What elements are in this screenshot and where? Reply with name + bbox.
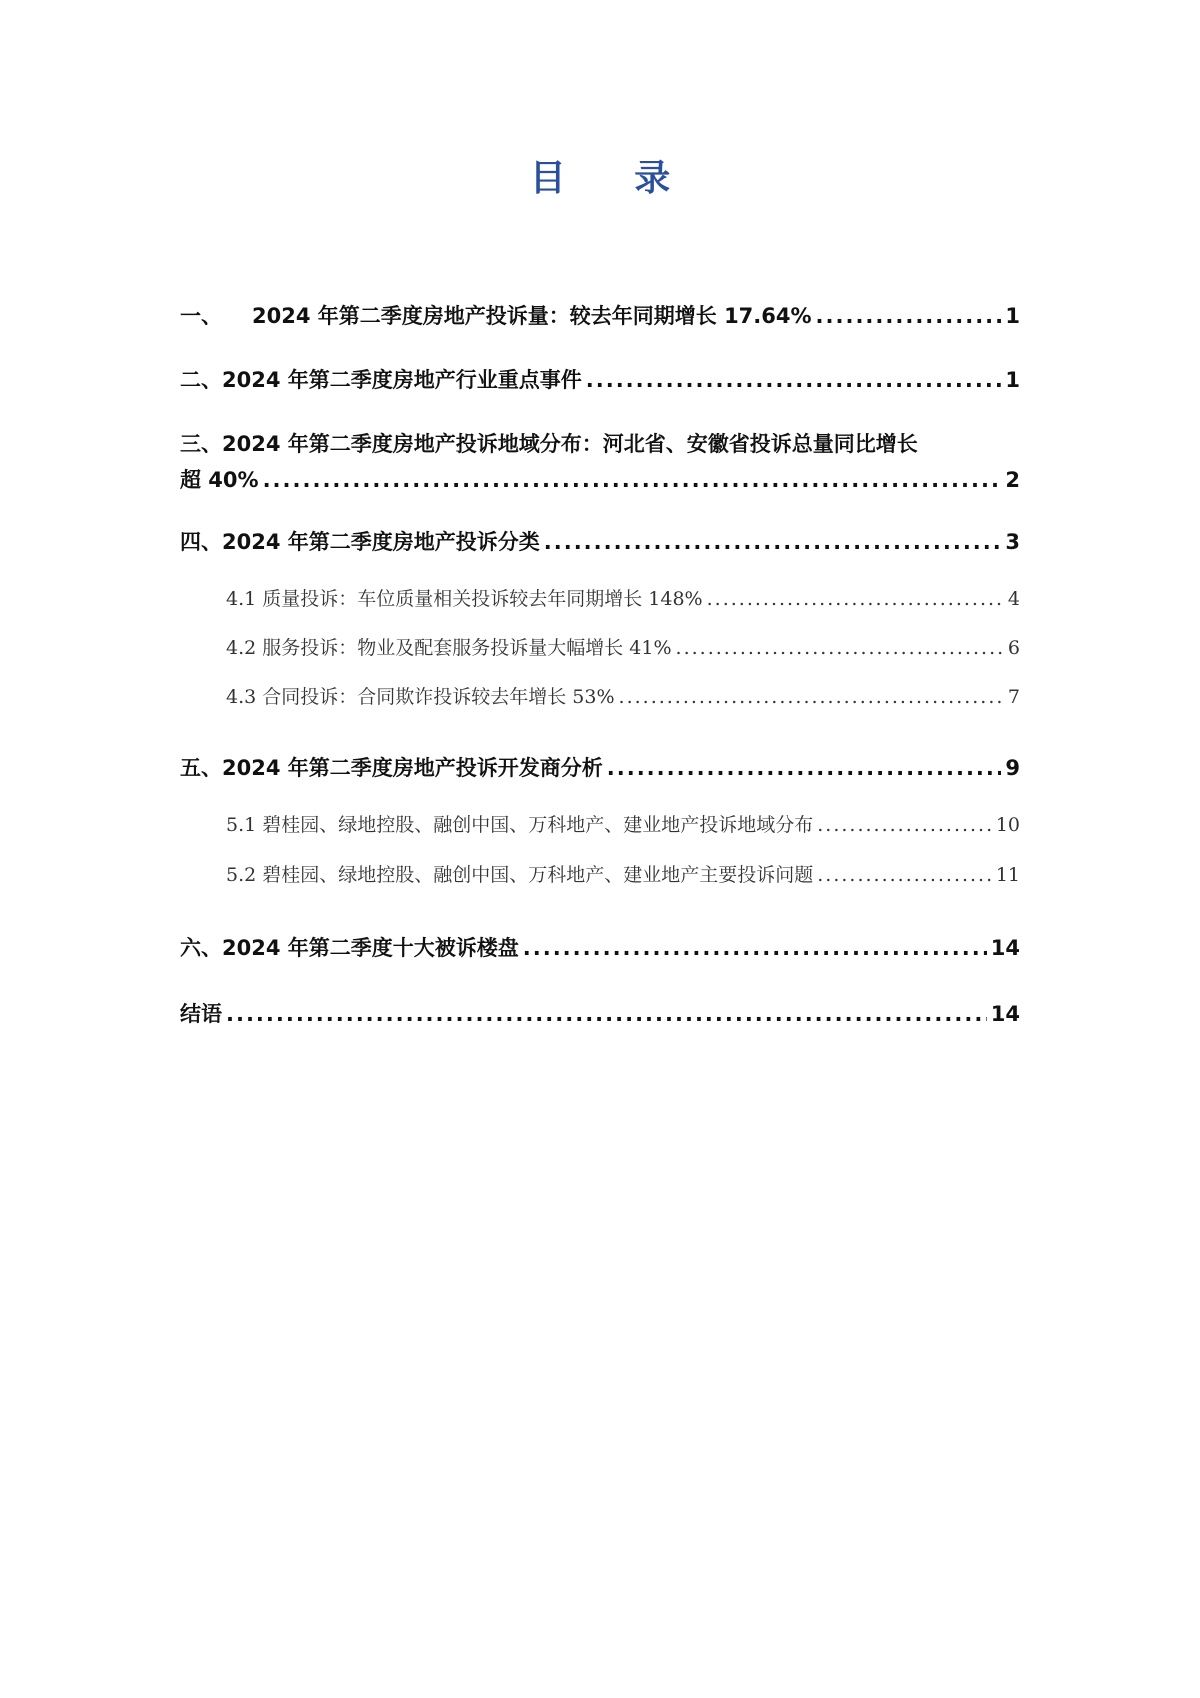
toc-page-number: 4	[1007, 588, 1020, 610]
page-title: 目 录	[529, 158, 699, 199]
toc-entry-label: 4.2 服务投诉：物业及配套服务投诉量大幅增长 41%	[226, 637, 672, 659]
dot-leader	[226, 1002, 987, 1026]
toc-page-number: 10	[995, 814, 1020, 836]
toc-entry-label: 六、2024 年第二季度十大被诉楼盘	[180, 936, 519, 960]
toc-entry-4-1[interactable]	[226, 584, 1020, 611]
toc-entry-3[interactable]	[180, 428, 1020, 494]
toc-entry-5[interactable]	[180, 752, 1020, 782]
toc-entry-label-line2: 超 40%	[180, 468, 259, 492]
toc-entry-label: 二、2024 年第二季度房地产行业重点事件	[180, 368, 582, 392]
dot-leader	[523, 936, 987, 960]
toc-entry-7[interactable]	[180, 998, 1020, 1028]
toc-entry-2[interactable]	[180, 364, 1020, 394]
toc-entry-1[interactable]	[180, 300, 1020, 330]
toc-entry-label: 四、2024 年第二季度房地产投诉分类	[180, 530, 540, 554]
toc-page-number: 7	[1007, 686, 1020, 708]
dot-leader	[607, 756, 1002, 780]
toc-entry-4-3[interactable]	[226, 682, 1020, 709]
toc-page-number: 1	[1005, 304, 1020, 328]
toc-page-number: 2	[1005, 468, 1020, 492]
toc-entry-label: 一、 2024 年第二季度房地产投诉量：较去年同期增长 17.64%	[180, 304, 812, 328]
dot-leader	[619, 686, 1002, 708]
toc-entry-6[interactable]	[180, 932, 1020, 962]
toc-entry-5-1[interactable]	[226, 810, 1020, 837]
toc-page-number: 14	[990, 1002, 1020, 1026]
toc-entry-4[interactable]	[180, 526, 1020, 556]
toc-entry-label-line1: 三、2024 年第二季度房地产投诉地域分布：河北省、安徽省投诉总量同比增长	[180, 432, 918, 456]
toc-page-number: 6	[1007, 637, 1020, 659]
toc-entry-label: 五、2024 年第二季度房地产投诉开发商分析	[180, 756, 603, 780]
toc-page-number: 1	[1005, 368, 1020, 392]
toc-page-number: 3	[1005, 530, 1020, 554]
toc-entry-4-2[interactable]	[226, 633, 1020, 660]
toc-page-number: 14	[990, 936, 1020, 960]
toc-entry-label: 4.1 质量投诉：车位质量相关投诉较去年同期增长 148%	[226, 588, 703, 610]
dot-leader	[817, 814, 992, 836]
toc-entry-label: 4.3 合同投诉：合同欺诈投诉较去年增长 53%	[226, 686, 615, 708]
toc-entry-label: 结语	[180, 1002, 222, 1026]
dot-leader	[263, 468, 1002, 492]
toc-page-number: 9	[1005, 756, 1020, 780]
dot-leader	[676, 637, 1002, 659]
dot-leader	[707, 588, 1002, 610]
toc-entry-label: 5.1 碧桂园、绿地控股、融创中国、万科地产、建业地产投诉地域分布	[226, 814, 814, 836]
toc-entry-label: 5.2 碧桂园、绿地控股、融创中国、万科地产、建业地产主要投诉问题	[226, 864, 814, 886]
dot-leader	[816, 304, 1002, 328]
toc-page-number: 11	[995, 864, 1020, 886]
dot-leader	[586, 368, 1002, 392]
dot-leader	[817, 864, 992, 886]
toc-entry-5-2[interactable]	[226, 860, 1020, 887]
dot-leader	[544, 530, 1002, 554]
